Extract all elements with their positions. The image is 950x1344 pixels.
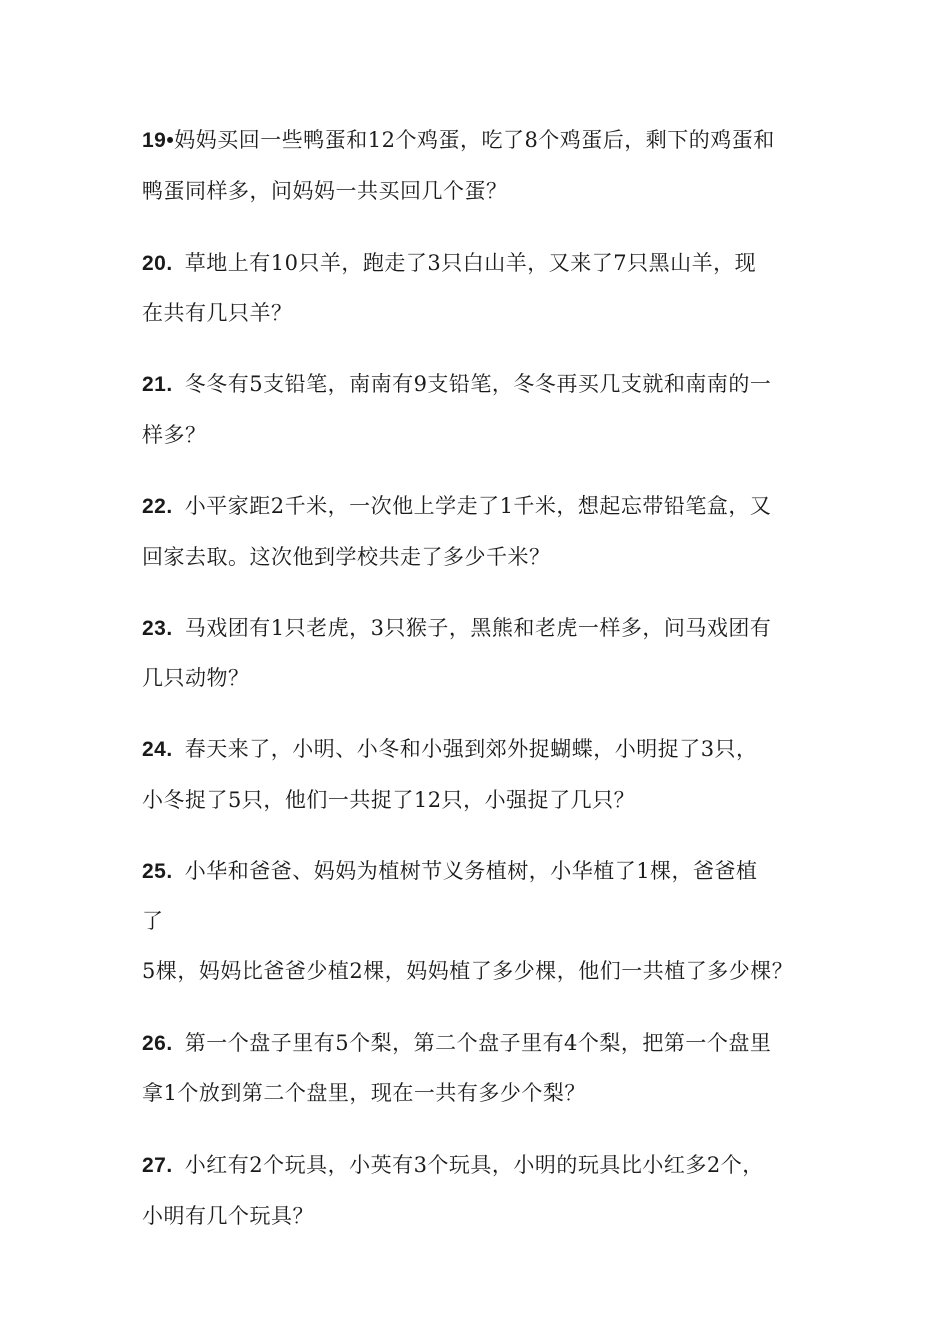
problem-19-line-1: [142, 126, 775, 155]
problem-23-line-2: [142, 664, 250, 692]
problem-text: 5棵，妈妈比爸爸少植2棵，妈妈植了多少棵，他们一共植了多少棵？: [142, 959, 794, 983]
problem-text: 小华和爸爸、妈妈为植树节义务植树，小华植了1棵，爸爸植: [184, 859, 758, 883]
problem-20-line-2: [142, 299, 293, 327]
problem-number: 22.: [142, 495, 173, 518]
problem-number: 25.: [142, 860, 173, 883]
problem-text: 拿1个放到第二个盘里，现在一共有多少个梨？: [142, 1081, 586, 1105]
problem-text: 妈妈买回一些鸭蛋和12个鸡蛋，吃了8个鸡蛋后，剩下的鸡蛋和: [174, 128, 775, 152]
problem-text: 小明有几个玩具？: [142, 1204, 314, 1228]
problem-21-line-2: [142, 421, 207, 449]
problem-text: 小冬捉了5只，他们一共捉了12只，小强捉了几只？: [142, 788, 636, 812]
problem-25-line-3: [142, 957, 793, 985]
problem-text: 冬冬有5支铅笔，南南有9支铅笔，冬冬再买几支就和南南的一: [184, 372, 772, 396]
problem-text: 小红有2个玩具，小英有3个玩具，小明的玩具比小红多2个，: [184, 1153, 764, 1177]
problem-text: 草地上有10只羊，跑走了3只白山羊，又来了7只黑山羊，现: [184, 251, 757, 275]
problem-number: 21.: [142, 373, 173, 396]
problem-text: 回家去取。这次他到学校共走了多少千米？: [142, 545, 551, 569]
problem-text: 马戏团有1只老虎，3只猴子，黑熊和老虎一样多，问马戏团有: [184, 616, 772, 640]
problem-number: 19•: [142, 129, 175, 152]
problem-20-line-1: [142, 249, 756, 278]
problem-number: 24.: [142, 738, 173, 761]
problem-27-line-1: [142, 1151, 764, 1180]
problem-text: 鸭蛋同样多，问妈妈一共买回几个蛋？: [142, 179, 508, 203]
problem-19-line-2: [142, 177, 508, 205]
problem-number: 20.: [142, 252, 173, 275]
problem-number: 27.: [142, 1154, 173, 1177]
problem-25-line-1: [142, 857, 758, 886]
problem-number: 26.: [142, 1032, 173, 1055]
problem-text: 春天来了，小明、小冬和小强到郊外捉蝴蝶，小明捉了3只，: [184, 737, 758, 761]
problem-21-line-1: [142, 370, 771, 399]
problem-22-line-2: [142, 543, 551, 571]
problem-27-line-2: [142, 1202, 314, 1230]
problem-22-line-1: [142, 492, 771, 521]
problem-text: 第一个盘子里有5个梨，第二个盘子里有4个梨，把第一个盘里: [184, 1031, 772, 1055]
problem-text: 在共有几只羊？: [142, 301, 293, 325]
problem-text: 几只动物？: [142, 666, 250, 690]
problem-24-line-2: [142, 786, 635, 814]
problem-26-line-2: [142, 1079, 586, 1107]
problem-25-line-2: [142, 907, 164, 935]
problem-text: 小平家距2千米，一次他上学走了1千米，想起忘带铅笔盒，又: [184, 494, 772, 518]
problem-26-line-1: [142, 1029, 771, 1058]
problem-number: 23.: [142, 617, 173, 640]
problem-text: 了: [142, 909, 164, 933]
problem-24-line-1: [142, 735, 758, 764]
problem-text: 样多？: [142, 423, 207, 447]
problem-23-line-1: [142, 614, 771, 643]
